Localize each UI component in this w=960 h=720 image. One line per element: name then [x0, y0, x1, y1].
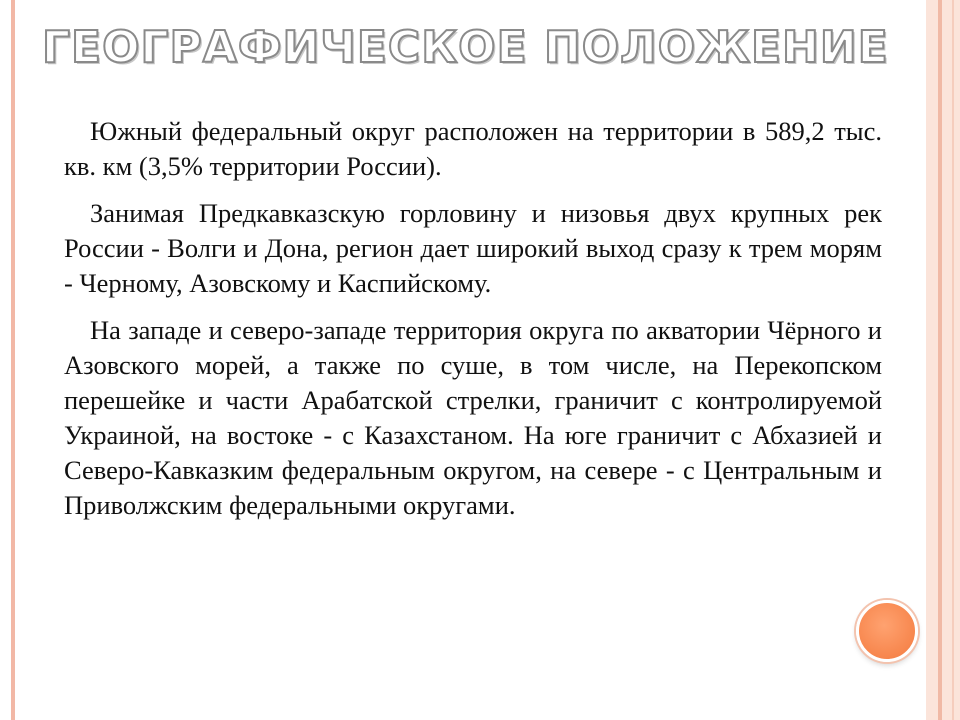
right-decorative-band — [926, 0, 960, 720]
left-decorative-rule — [11, 0, 15, 720]
paragraph: Занимая Предкавказскую горловину и низовья двух крупных рек России - Волги и Дона, регион дает широкий выход сразу к трем морям - Черному, Азовскому и Каспийскому. — [64, 198, 882, 298]
paragraph: На западе и северо-западе территория округа по акватории Чёрного и Азовского морей, а также по суше, в том числе, на Перекопском перешейке и части Арабатской стрелки, граничит с контролируемой Украиной, на востоке - с Казахстаном. На юге граничит с Абхазией и Северо-Кавказким федеральным округом, на севере - с Центральным и Приволжским федеральными округами. — [64, 315, 882, 520]
paragraph: Южный федеральный округ расположен на территории в 589,2 тыс. кв. км (3,5% территории России). — [64, 116, 882, 181]
slide-body — [64, 114, 882, 535]
right-decorative-stripe-thin — [952, 0, 954, 720]
right-decorative-stripe — [938, 0, 942, 720]
slide-title: ГЕОГРАФИЧЕСКОЕ ПОЛОЖЕНИЕ — [42, 22, 889, 73]
orange-circle-icon[interactable] — [856, 600, 918, 662]
